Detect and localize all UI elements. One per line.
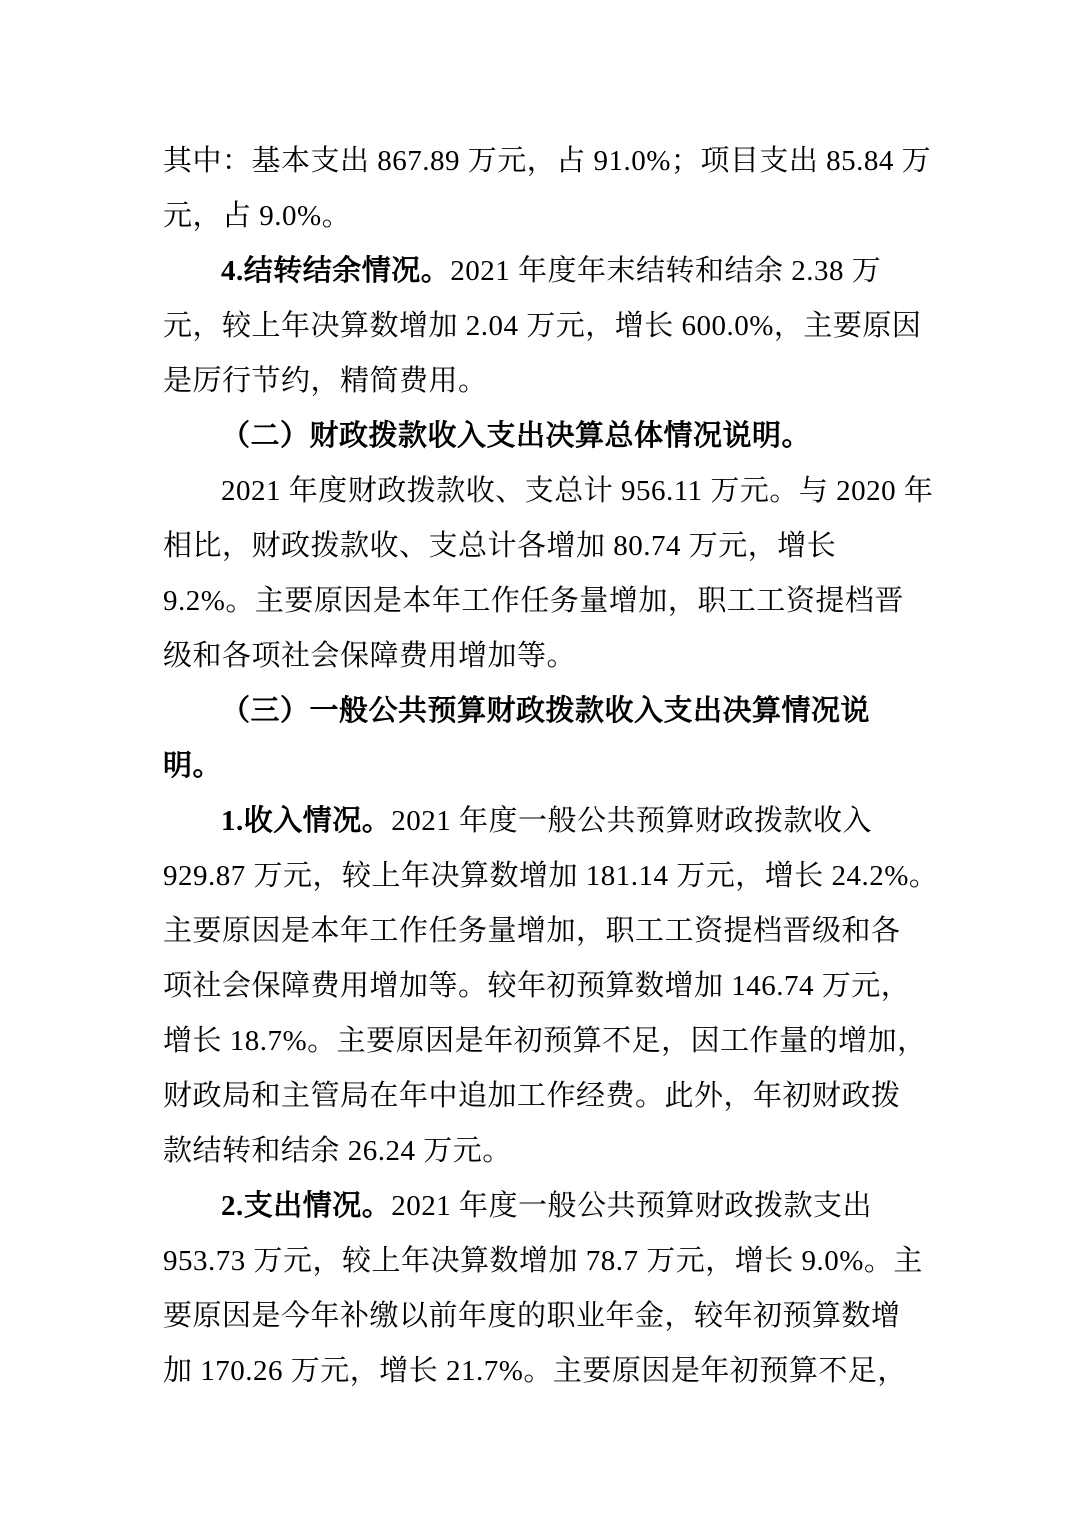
body-text-run: 元，较上年决算数增加 2.04 万元，增长 600.0%，主要原因 <box>163 310 922 342</box>
text-line <box>163 1289 911 1344</box>
paragraph-start-line <box>163 244 911 299</box>
body-text-run: 9.2%。主要原因是本年工作任务量增加，职工工资提档晋 <box>163 585 904 617</box>
text-line <box>163 1124 911 1179</box>
text-line <box>163 629 911 684</box>
body-text-run: 款结转和结余 26.24 万元。 <box>163 1135 512 1167</box>
text-line <box>163 519 911 574</box>
body-text-run: 相比，财政拨款收、支总计各增加 80.74 万元，增长 <box>163 530 837 562</box>
body-text-run: 元，占 9.0%。 <box>163 200 352 232</box>
text-line <box>163 904 911 959</box>
text-line <box>163 189 911 244</box>
text-line <box>163 299 922 354</box>
paragraph-start-line <box>163 794 911 849</box>
text-line <box>163 1014 927 1069</box>
text-line <box>163 354 911 409</box>
text-line <box>163 134 932 189</box>
body-text-run: 2021 年度年末结转和结余 2.38 万 <box>450 255 882 287</box>
text-line <box>163 1069 911 1124</box>
document-body <box>163 134 939 1399</box>
heading-text-run: 明。 <box>163 750 223 782</box>
body-text-run: 2021 年度一般公共预算财政拨款收入 <box>391 805 873 837</box>
heading-text-run: （二）财政拨款收入支出决算总体情况说明。 <box>221 420 812 452</box>
body-text-run: 929.87 万元，较上年决算数增加 181.14 万元，增长 24.2%。 <box>163 860 939 892</box>
body-text-run: 项社会保障费用增加等。较年初预算数增加 146.74 万元， <box>163 970 911 1002</box>
body-text-run: 要原因是今年补缴以前年度的职业年金，较年初预算数增 <box>163 1300 901 1332</box>
text-line <box>163 959 911 1014</box>
paragraph-start-line <box>163 409 911 464</box>
text-line <box>163 574 911 629</box>
body-text-run: 财政局和主管局在年中追加工作经费。此外，年初财政拨 <box>163 1080 901 1112</box>
heading-text-run: 2.支出情况。 <box>221 1190 392 1222</box>
body-text-run: 其中：基本支出 867.89 万元，占 91.0%；项目支出 85.84 万 <box>163 145 932 177</box>
paragraph-start-line <box>163 1179 911 1234</box>
body-text-run: 级和各项社会保障费用增加等。 <box>163 640 577 672</box>
text-line <box>163 1234 923 1289</box>
body-text-run: 2021 年度一般公共预算财政拨款支出 <box>391 1190 873 1222</box>
body-text-run: 主要原因是本年工作任务量增加，职工工资提档晋级和各 <box>163 915 901 947</box>
text-line <box>163 849 939 904</box>
heading-text-run: 4.结转结余情况。 <box>221 255 451 287</box>
paragraph-start-line <box>163 464 934 519</box>
body-text-run: 增长 18.7%。主要原因是年初预算不足，因工作量的增加， <box>163 1025 927 1057</box>
body-text-run: 是厉行节约，精简费用。 <box>163 365 488 397</box>
heading-text-run: （三）一般公共预算财政拨款收入支出决算情况说 <box>221 695 871 727</box>
paragraph-start-line <box>163 684 911 739</box>
heading-text-run: 1.收入情况。 <box>221 805 392 837</box>
body-text-run: 加 170.26 万元，增长 21.7%。主要原因是年初预算不足， <box>163 1355 907 1387</box>
body-text-run: 2021 年度财政拨款收、支总计 956.11 万元。与 2020 年 <box>221 475 934 507</box>
text-line <box>163 1344 911 1399</box>
text-line <box>163 739 911 794</box>
body-text-run: 953.73 万元，较上年决算数增加 78.7 万元，增长 9.0%。主 <box>163 1245 923 1277</box>
